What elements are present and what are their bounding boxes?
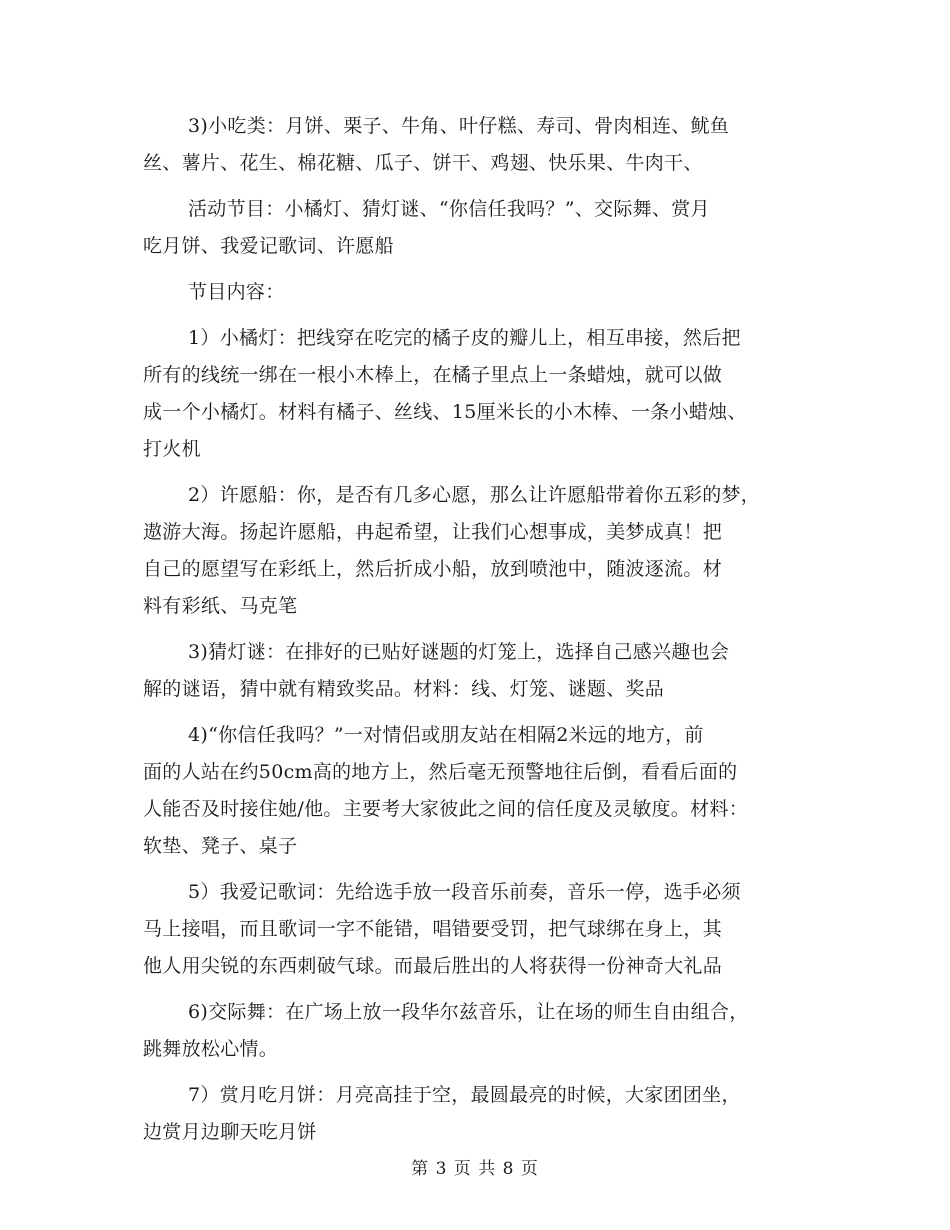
paragraph-moon-viewing: [143, 1077, 823, 1151]
text-line: 他人用尖锐的东西刺破气球。而最后胜出的人将获得一份神奇大礼品: [143, 955, 723, 977]
text-line: 活动节目：小橘灯、猜灯谜、“你信任我吗？”、交际舞、赏月: [188, 198, 710, 220]
text-line: 7）赏月吃月饼：月亮高挂于空，最圆最亮的时候，大家团团坐，: [188, 1084, 741, 1106]
text-line: 3)小吃类：月饼、栗子、牛角、叶仔糕、寿司、骨肉相连、鱿鱼: [188, 115, 730, 137]
text-line: 4)“你信任我吗？”一对情侣或朋友站在相隔2米远的地方，前: [188, 724, 704, 746]
text-line: 马上接唱，而且歌词一字不能错，唱错要受罚，把气球绑在身上，其: [143, 918, 723, 940]
text-line: 5）我爱记歌词：先给选手放一段音乐前奏，音乐一停，选手必须: [188, 881, 741, 903]
text-line: 3)猜灯谜：在排好的已贴好谜题的灯笼上，选择自己感兴趣也会: [188, 641, 730, 663]
paragraph-snacks: [143, 108, 823, 182]
text-line: 成一个小橘灯。材料有橘子、丝线、15厘米长的小木棒、一条小蜡烛、: [143, 401, 747, 423]
paragraph-orange-lamp: [143, 320, 823, 468]
document-body: [143, 108, 823, 1160]
paragraph-activities: [143, 191, 823, 265]
text-line: 2）许愿船：你，是否有几多心愿，那么让许愿船带着你五彩的梦，: [188, 484, 761, 506]
paragraph-ballroom-dance: [143, 994, 823, 1068]
text-line: 人能否及时接住她/他。主要考大家彼此之间的信任度及灵敏度。材料：: [143, 798, 749, 820]
text-line: 6)交际舞：在广场上放一段华尔兹音乐，让在场的师生自由组合，: [188, 1001, 749, 1023]
paragraph-lantern-riddles: [143, 634, 823, 708]
text-line: 面的人站在约50cm高的地方上，然后毫无预警地往后倒，看看后面的: [143, 761, 738, 783]
text-line: 打火机: [143, 438, 201, 460]
page-number-footer: 第 3 页 共 8 页: [411, 1159, 539, 1179]
paragraph-program-heading: [143, 274, 823, 311]
text-line: 丝、薯片、花生、棉花糖、瓜子、饼干、鸡翅、快乐果、牛肉干、: [143, 152, 703, 174]
text-line: 解的谜语，猜中就有精致奖品。材料：线、灯笼、谜题、奖品: [143, 678, 665, 700]
paragraph-wish-boat: [143, 477, 823, 625]
text-line: 所有的线统一绑在一根小木棒上，在橘子里点上一条蜡烛，就可以做: [143, 364, 723, 386]
text-line: 1）小橘灯：把线穿在吃完的橘子皮的瓣儿上，相互串接，然后把: [188, 327, 741, 349]
text-line: 跳舞放松心情。: [143, 1038, 279, 1060]
text-line: 料有彩纸、马克笔: [143, 595, 298, 617]
text-line: 自己的愿望写在彩纸上，然后折成小船，放到喷池中，随波逐流。材: [143, 558, 723, 580]
paragraph-lyrics-game: [143, 874, 823, 985]
section-heading: 节目内容：: [188, 281, 285, 303]
text-line: 软垫、凳子、桌子: [143, 835, 298, 857]
text-line: 遨游大海。扬起许愿船，冉起希望，让我们心想事成，美梦成真！把: [143, 521, 723, 543]
paragraph-trust-game: [143, 717, 823, 865]
text-line: 边赏月边聊天吃月饼: [143, 1121, 317, 1143]
text-line: 吃月饼、我爱记歌词、许愿船: [143, 235, 394, 257]
